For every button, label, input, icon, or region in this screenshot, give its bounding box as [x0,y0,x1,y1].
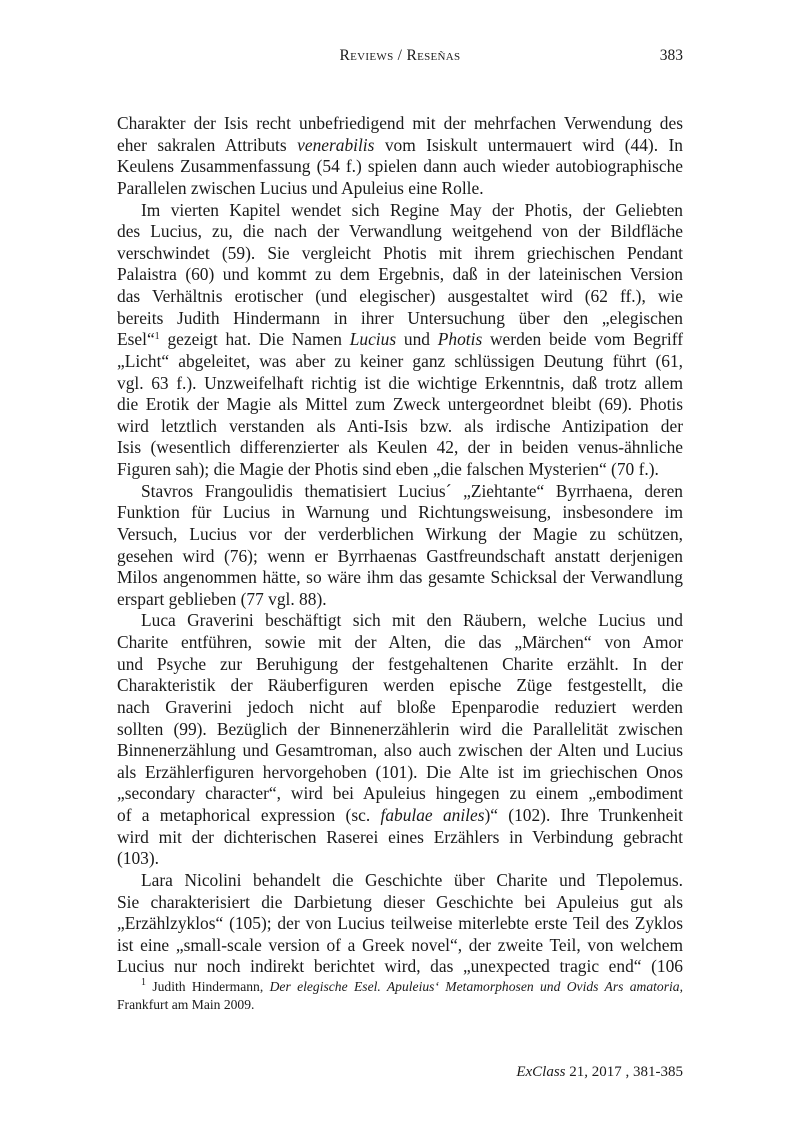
text-line [117,913,683,935]
text-line [117,848,683,870]
text-line [117,805,683,827]
paragraph [117,870,683,978]
text-segment: wird letztlich verstanden als Anti-Isis bzw. als irdische Antizipation der [117,415,683,436]
text-segment: und Psyche zur Beruhigung der festgehaltenen Charite erzählt. In der [117,653,683,674]
footnote-line: Frankfurt am Main 2009. [117,997,255,1012]
running-title: Reviews / Reseñas [339,47,461,64]
paragraph [117,481,683,611]
text-segment: verschwindet (59). Sie vergleicht Photis mit ihrem griechischen Pendant [117,242,683,263]
text-line [117,502,683,524]
text-segment: bereits Judith Hindermann in ihrer Untersuchung über den „elegischen [117,307,683,328]
running-head [117,47,683,69]
text-segment: Stavros Frangoulidis thematisiert Lucius´ „Ziehtante“ Byrrhaena, deren [141,480,683,501]
text-segment: Figuren sah); die Magie der Photis sind eben „die falschen Mysterien“ (70 f.). [117,459,659,479]
text-segment: die Erotik der Magie als Mittel zum Zweck untergeordnet bleibt (69). Photis [117,394,683,415]
paragraph [117,200,683,481]
italic-text: fabulae aniles [380,805,485,825]
footnote [117,978,683,1014]
journal-citation: 21, 2017 , 381-385 [565,1064,683,1080]
text-segment: erspart geblieben (77 vgl. 88). [117,588,327,609]
text-line [117,135,683,157]
text-segment: Charakter der Isis recht unbefriedigend mit der mehrfachen Verwendung des [117,113,683,133]
page-number: 383 [659,47,683,64]
text-line [117,156,683,178]
text-segment: Funktion für Lucius in Warnung und Richtungsweisung, insbesondere im [117,502,683,523]
text-line [117,524,683,546]
text-segment: Isis (wesentlich differenzierter als Keulen 42, der in beiden venus-ähnliche [117,437,683,458]
text-line [117,610,683,632]
text-segment: Lara Nicolini behandelt die Geschichte über Charite und Tlepolemus. [141,869,683,890]
text-line [117,589,683,611]
journal-name: ExClass [516,1064,566,1080]
text-line [117,654,683,676]
text-line [117,221,683,243]
footnote-line [117,978,683,996]
paragraph [117,610,683,870]
body-text [117,113,683,978]
text-segment: vgl. 63 f.). Unzweifelhaft richtig ist die wichtige Erkenntnis, daß trotz allem [117,372,683,393]
text-line [117,783,683,805]
text-segment: sollten (99). Bezüglich der Binnenerzählerin wird die Parallelität zwischen [117,718,683,739]
italic-text: venerabilis [297,134,375,155]
footnote-ref: 1 [154,331,160,343]
footnote-punct: , [679,979,683,994]
text-line [117,567,683,589]
text-line [117,373,683,395]
text-segment: Milos angenommen hätte, so wäre ihm das gesamte Schicksal der Verwandlung [117,567,683,588]
text-line [117,675,683,697]
text-segment: werden beide vom Begriff [482,329,684,350]
text-line [117,113,683,135]
text-line [117,481,683,503]
text-segment: Esel“ [117,329,155,350]
text-line [117,719,683,741]
text-segment: „Licht“ abgeleitet, was aber zu keiner ganz schlüssigen Deutung führt (61, [117,350,683,371]
text-line [117,437,683,459]
text-line [117,178,683,200]
text-segment: wird mit der dichterischen Raserei eines Erzählers in Verbindung gebracht [117,826,683,847]
text-segment: Im vierten Kapitel wendet sich Regine May der Photis, der Geliebten [141,199,683,220]
text-segment: of a metaphorical expression (sc. [117,805,381,825]
text-line [117,827,683,849]
text-line [117,416,683,438]
text-segment: nach Graverini jedoch nicht auf bloße Epenparodie reduziert werden [117,696,683,717]
text-line [117,286,683,308]
text-segment: Charite entführen, sowie mit der Alten, die das „Märchen“ von Amor [117,632,683,652]
text-line [117,956,683,978]
text-line [117,697,683,719]
text-line [117,459,683,481]
text-segment: des Lucius, zu, die nach der Verwandlung weitgehend von der Bildfläche [117,221,683,242]
text-line [117,308,683,330]
text-segment: Parallelen zwischen Lucius und Apuleius eine Rolle. [117,177,484,198]
text-segment: vom Isiskult untermauert wird (44). In [374,134,683,155]
text-line [117,740,683,762]
text-segment: Charakteristik der Räuberfiguren werden epische Züge festgestellt, die [117,675,683,696]
footnote-title: Der elegische Esel. Apuleius‘ Metamorphosen und Ovids Ars amatoria [269,979,680,994]
text-segment: ist eine „small-scale version of a Greek novel“, der zweite Teil, von welchem [117,934,683,955]
text-segment: Lucius nur noch indirekt berichtet wird, das „unexpected tragic end“ (106 [117,956,683,977]
text-segment: Versuch, Lucius vor der verderblichen Wirkung der Magie zu schützen, [117,523,683,544]
text-line [117,632,683,654]
text-segment: Palaistra (60) und kommt zu dem Ergebnis, daß in der lateinischen Version [117,264,683,285]
text-segment: Binnenerzählung und Gesamtroman, also auch zwischen der Alten und Lucius [117,740,683,761]
text-line [117,892,683,914]
footnote-author: Judith Hindermann, [146,979,270,994]
text-segment: das Verhältnis erotischer (und elegischer) ausgestaltet wird (62 ff.), wie [117,286,683,306]
text-line [117,243,683,265]
text-segment: und [396,329,438,350]
text-segment: gezeigt hat. Die Namen [159,329,350,350]
text-segment: (103). [117,848,160,869]
text-line [117,329,683,351]
footnote-marker: 1 [141,977,146,988]
text-segment: eher sakralen Attributs [117,134,298,155]
text-line [117,351,683,373]
text-line [117,200,683,222]
text-segment: „Erzählzyklos“ (105); der von Lucius teilweise miterlebte erste Teil des Zyklos [117,913,683,934]
italic-text: Photis [437,329,483,350]
text-segment: Luca Graverini beschäftigt sich mit den Räubern, welche Lucius und [141,610,683,631]
text-segment: gesehen wird (76); wenn er Byrrhaenas Gastfreundschaft anstatt derjenigen [117,545,683,566]
text-segment: )“ (102). Ihre Trunkenheit [484,805,683,825]
italic-text: Lucius [349,329,397,350]
text-line [117,935,683,957]
text-line [117,394,683,416]
text-segment: Keulens Zusammenfassung (54 f.) spielen dann auch wieder autobiographische [117,156,683,177]
paragraph [117,113,683,200]
text-segment: als Erzählerfiguren hervorgehoben (101). Die Alte ist im griechischen Onos [117,761,683,782]
text-segment: „secondary character“, wird bei Apuleius hingegen zu einem „embodiment [117,783,683,804]
text-segment: Sie charakterisiert die Darbietung dieser Geschichte bei Apuleius gut als [117,891,683,912]
page-footer [516,1064,683,1081]
text-line [117,762,683,784]
text-line [117,264,683,286]
text-line [117,870,683,892]
text-line [117,546,683,568]
